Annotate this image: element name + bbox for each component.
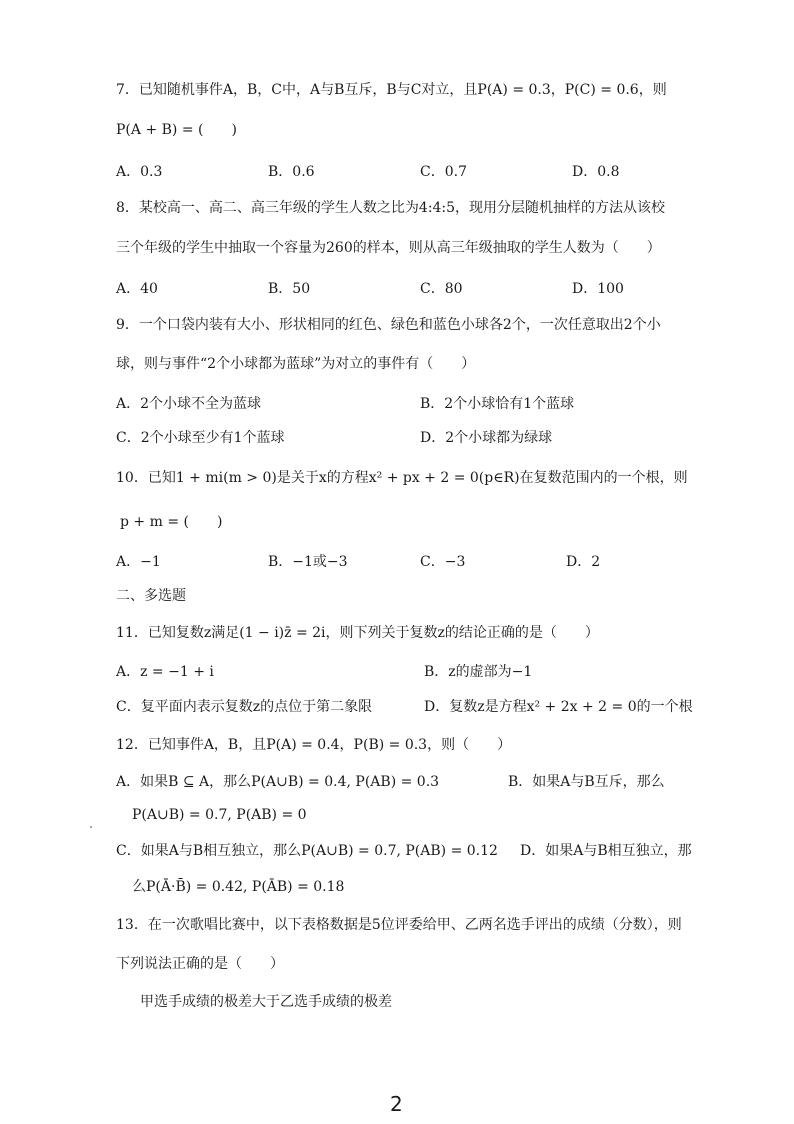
q9-stem: 9．一个口袋内装有大小、形状相同的红色、绿色和蓝色小球各2个，一次任意取出2个小 [116,317,661,333]
q8-option-c: C．80 [420,281,463,297]
q12-option-b-cont: P(A∪B) = 0.7, P(AB) = 0 [132,807,307,823]
q13-stem: 13．在一次歌唱比赛中，以下表格数据是5位评委给甲、乙两名选手评出的成绩（分数），则 [116,917,682,933]
q11-option-b: B．z的虚部为−1 [424,664,533,680]
q7-option-d: D．0.8 [572,164,620,180]
q12-option-c: C．如果A与B相互独立，那么P(A∪B) = 0.7, P(AB) = 0.12 [116,843,498,859]
q11-option-c: C．复平面内表示复数z的点位于第二象限 [116,699,373,715]
q7-option-a: A．0.3 [116,164,163,180]
q7-stem-cont: P(A + B) = ( ) [116,122,237,138]
q12-option-b: B．如果A与B互斥，那么 [508,774,665,790]
q8-stem-cont: 三个年级的学生中抽取一个容量为260的样本，则从高三年级抽取的学生人数为（ ） [116,240,661,256]
q7-option-b: B．0.6 [268,164,315,180]
section-heading: 二、多选题 [116,588,186,604]
q10-option-a: A．−1 [116,554,161,570]
q9-option-b: B．2个小球恰有1个蓝球 [420,396,575,412]
q7-stem: 7．已知随机事件A，B，C中，A与B互斥，B与C对立，且P(A) = 0.3，P(C) = 0.6，则 [116,82,667,98]
q10-option-b: B．−1或−3 [268,554,348,570]
q9-option-a: A．2个小球不全为蓝球 [116,396,262,412]
q11-option-d: D．复数z是方程x² + 2x + 2 = 0的一个根 [424,699,693,715]
q12-option-d: D．如果A与B相互独立，那 [520,843,692,859]
q10-stem-cont: p + m = ( ) [120,514,223,530]
q11-stem: 11．已知复数z满足(1 − i)z̄ = 2i，则下列关于复数z的结论正确的是（ ） [116,625,599,641]
q10-option-d: D．2 [566,554,601,570]
q8-stem: 8．某校高一、高二、高三年级的学生人数之比为4:4:5，现用分层随机抽样的方法从该校 [116,200,666,216]
q12-stem: 12．已知事件A，B，且P(A) = 0.4，P(B) = 0.3，则（ ） [116,737,512,753]
q8-option-a: A．40 [116,281,158,297]
q7-option-c: C．0.7 [420,164,467,180]
q12-option-a: A．如果B ⊆ A，那么P(A∪B) = 0.4, P(AB) = 0.3 [116,774,440,790]
q8-option-b: B．50 [268,281,311,297]
q13-stem-cont: 下列说法正确的是（ ） [116,956,284,972]
q9-stem-cont: 球，则与事件“2个小球都为蓝球”为对立的事件有（ ） [116,356,476,372]
q12-option-d-cont: 么P(Ā·B̄) = 0.42, P(ĀB) = 0.18 [132,879,345,895]
q10-option-c: C．−3 [420,554,466,570]
q11-option-a: A．z = −1 + i [116,664,214,680]
q9-option-d: D．2个小球都为绿球 [420,430,553,446]
q13-option-a-partial: 甲选手成绩的极差大于乙选手成绩的极差 [140,994,392,1010]
page-number: 2 [390,1092,403,1116]
q10-stem: 10．已知1 + mi(m > 0)是关于x的方程x² + px + 2 = 0(p∈R)在复数范围内的一个根，则 [116,470,688,486]
scan-speck [90,826,92,828]
q8-option-d: D．100 [572,281,624,297]
q9-option-c: C．2个小球至少有1个蓝球 [116,430,285,446]
